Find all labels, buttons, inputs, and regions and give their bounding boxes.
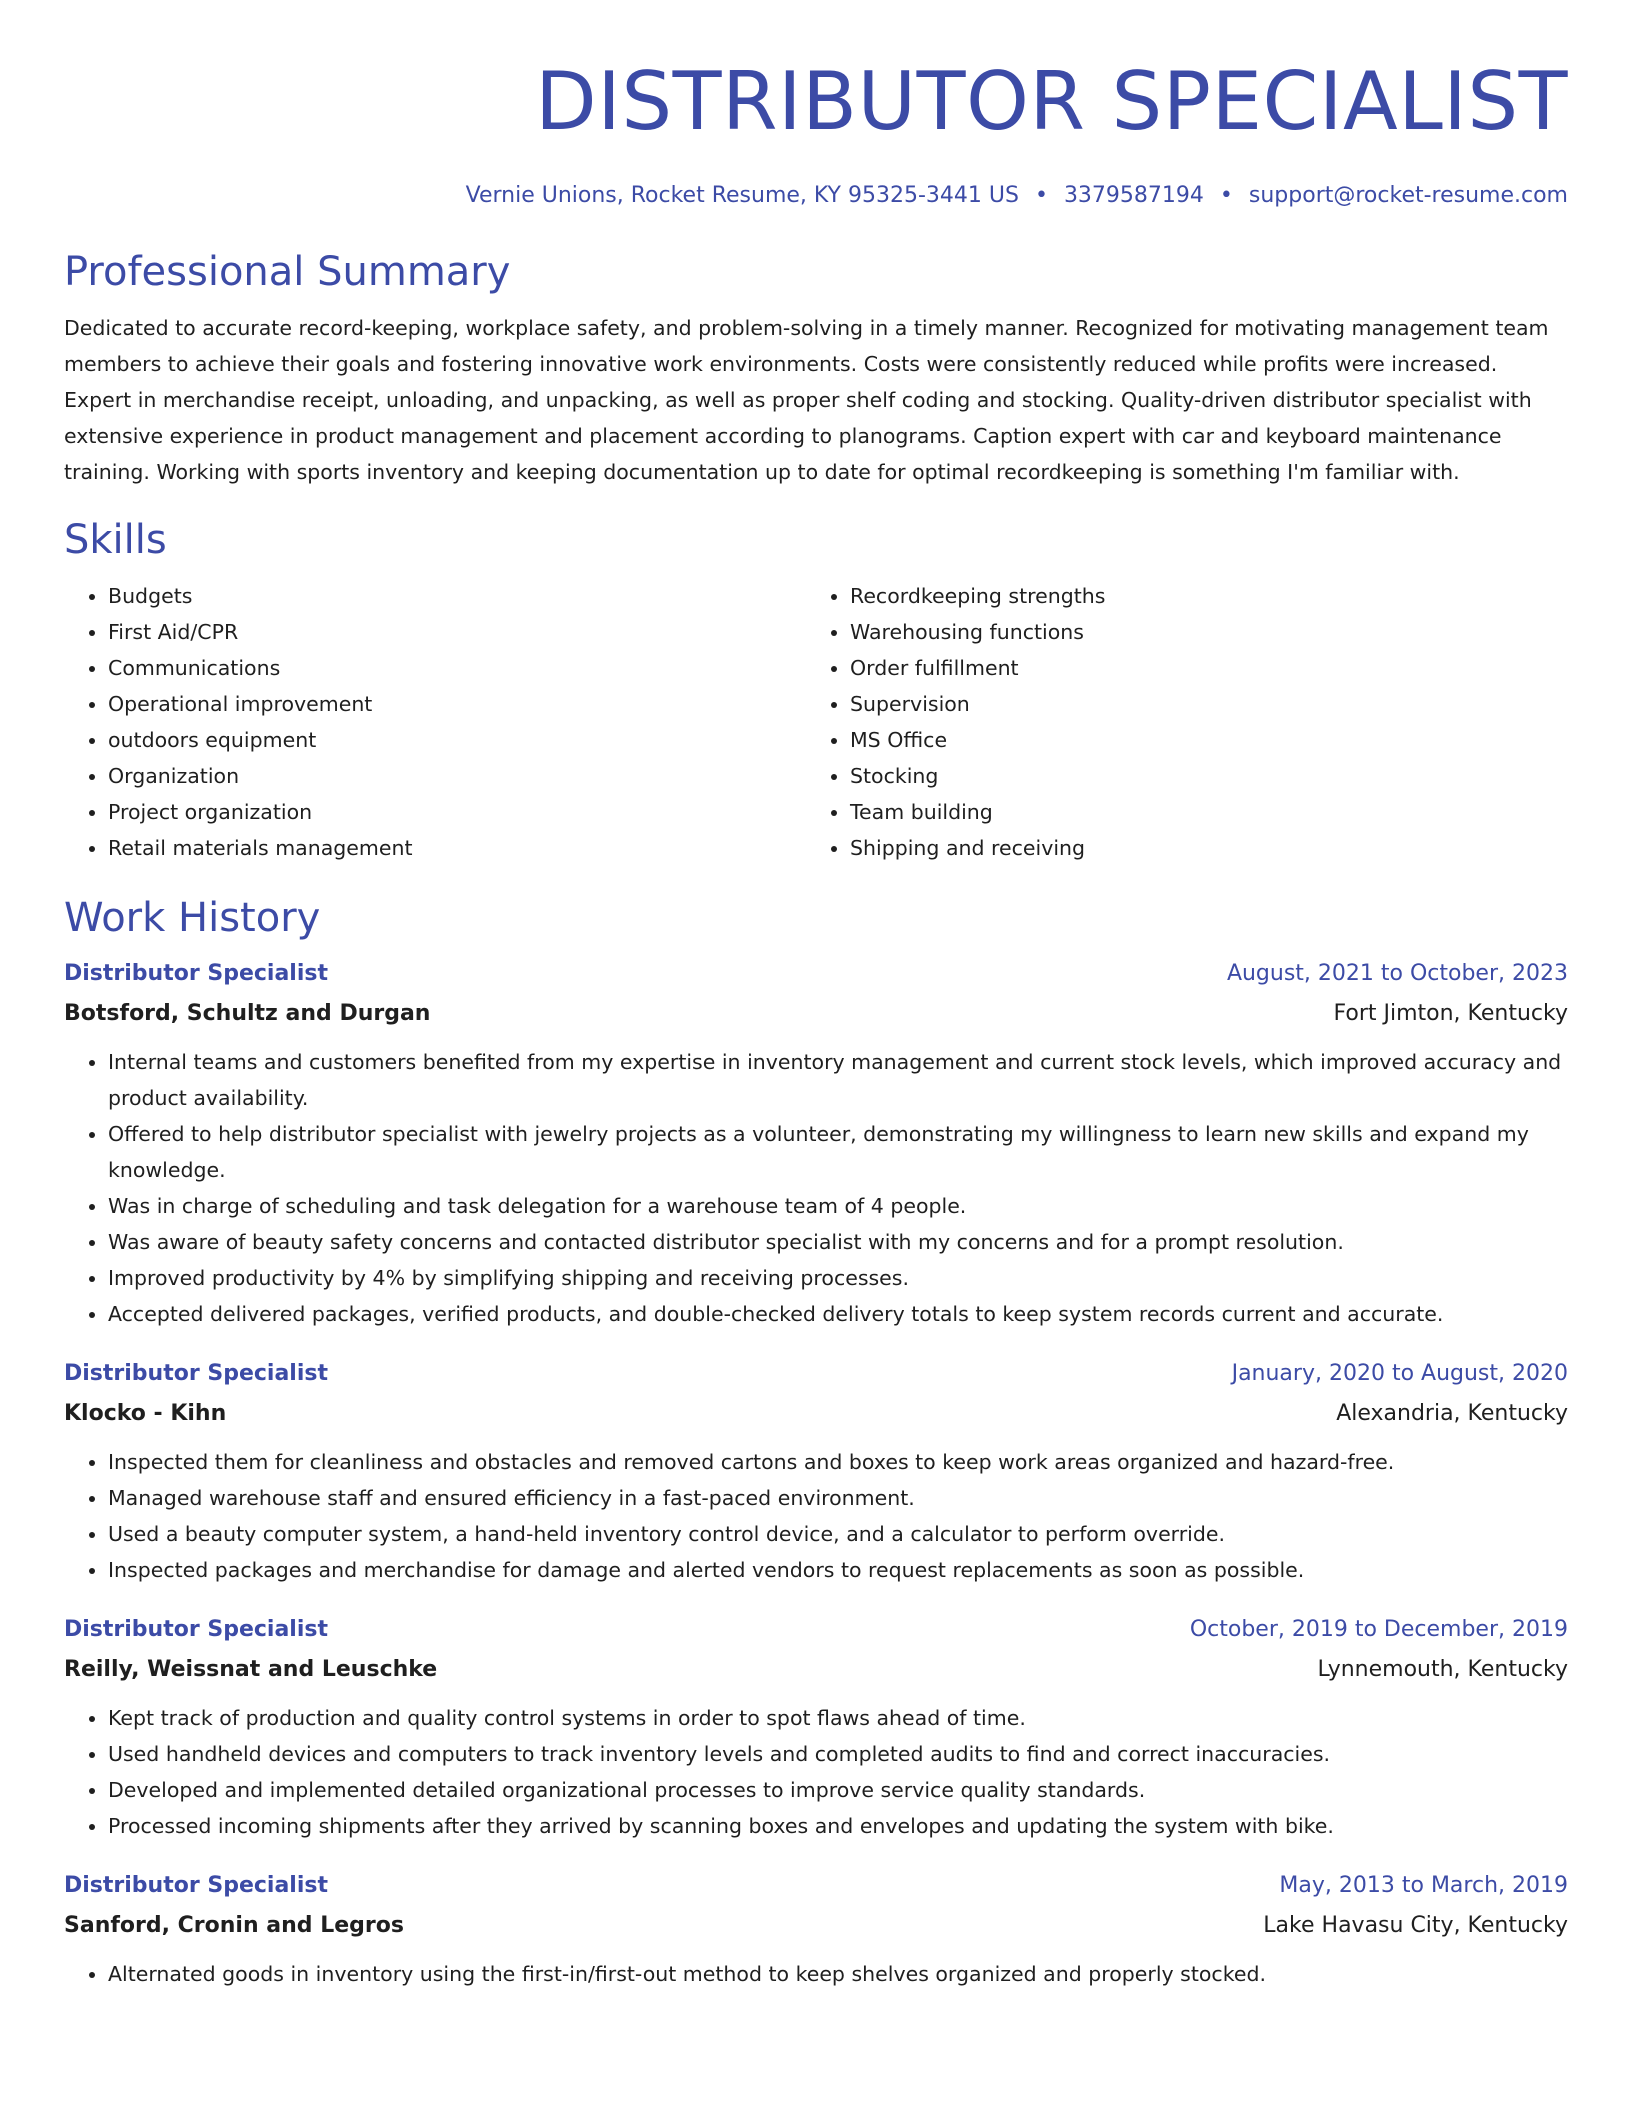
contact-email[interactable]: support@rocket-resume.com (1248, 183, 1568, 208)
job-header-row (64, 1354, 1568, 1394)
job-bullets (64, 1700, 1568, 1844)
job-location: Lake Havasu City, Kentucky (1263, 1913, 1568, 1938)
job-entry (64, 1354, 1568, 1588)
job-company-row (64, 994, 1568, 1034)
job-header-row (64, 1866, 1568, 1906)
job-location: Fort Jimton, Kentucky (1333, 1001, 1568, 1026)
job-dates: May, 2013 to March, 2019 (1279, 1873, 1568, 1898)
job-location: Alexandria, Kentucky (1336, 1401, 1568, 1426)
job-bullet: • Processed incoming shipments after they arrived by scanning boxes and envelopes and updating the system with bike. (108, 1808, 1568, 1844)
job-location: Lynnemouth, Kentucky (1317, 1657, 1568, 1682)
job-title: Distributor Specialist (64, 1873, 328, 1898)
contact-line (64, 180, 1568, 212)
job-entry (64, 1866, 1568, 1992)
job-company: Klocko - Kihn (64, 1401, 227, 1426)
job-entry (64, 1610, 1568, 1844)
job-bullet: • Used a beauty computer system, a hand-held inventory control device, and a calculator to perform override. (108, 1516, 1568, 1552)
job-bullet: • Accepted delivered packages, verified products, and double-checked delivery totals to keep system records current and accurate. (108, 1296, 1568, 1332)
job-title: Distributor Specialist (64, 1617, 328, 1642)
job-entry (64, 954, 1568, 1332)
summary-heading: Professional Summary (64, 249, 511, 295)
job-company-row (64, 1394, 1568, 1434)
summary-text: Dedicated to accurate record-keeping, workplace safety, and problem-solving in a timely manner. Recognized for motivating management team members to achieve their goals and fostering innovative work environments. Costs were consistently reduced while profits were increased. Expert in merchandise receipt, unloading, and unpacking, as well as proper shelf coding and stocking. Quality-driven distributor specialist with extensive experience in product management and placement according to planograms. Caption expert with car and keyboard maintenance training. Working with sports inventory and keeping documentation up to date for optimal recordkeeping is something I'm familiar with. (64, 316, 1549, 484)
skill-item: • First Aid/CPR (108, 614, 806, 650)
skill-item: • outdoors equipment (108, 722, 806, 758)
job-company: Reilly, Weissnat and Leuschke (64, 1657, 438, 1682)
job-bullet: • Internal teams and customers benefited from my expertise in inventory management and current stock levels, which improved accuracy and product availability. (108, 1044, 1568, 1116)
skill-item: • Supervision (850, 686, 1548, 722)
skill-item: • Project organization (108, 794, 806, 830)
skill-item: • Stocking (850, 758, 1548, 794)
job-bullet: • Inspected packages and merchandise for damage and alerted vendors to request replacements as soon as possible. (108, 1552, 1568, 1588)
resume-name: DISTRIBUTOR SPECIALIST (535, 55, 1568, 148)
skills-column-left (64, 578, 806, 866)
job-title: Distributor Specialist (64, 961, 328, 986)
job-header-row (64, 954, 1568, 994)
skills-column-right (806, 578, 1548, 866)
job-dates: October, 2019 to December, 2019 (1189, 1617, 1568, 1642)
resume-page (64, 0, 1568, 1992)
job-dates: January, 2020 to August, 2020 (1231, 1361, 1568, 1386)
job-company: Botsford, Schultz and Durgan (64, 1001, 431, 1026)
skill-item: • Shipping and receiving (850, 830, 1548, 866)
job-company-row (64, 1650, 1568, 1690)
skill-item: • Operational improvement (108, 686, 806, 722)
skills-heading: Skills (64, 517, 167, 563)
skill-item: • Team building (850, 794, 1548, 830)
skill-item: • Organization (108, 758, 806, 794)
job-bullets (64, 1444, 1568, 1588)
skill-item: • Warehousing functions (850, 614, 1548, 650)
skill-item: • Communications (108, 650, 806, 686)
job-bullet: • Alternated goods in inventory using the first-in/first-out method to keep shelves organized and properly stocked. (108, 1956, 1568, 1992)
contact-separator: • (1219, 183, 1233, 208)
job-dates: August, 2021 to October, 2023 (1226, 961, 1568, 986)
job-company-row (64, 1906, 1568, 1946)
skill-item: • Budgets (108, 578, 806, 614)
contact-address: Vernie Unions, Rocket Resume, KY 95325-3441 US (465, 183, 1019, 208)
job-bullet: • Inspected them for cleanliness and obstacles and removed cartons and boxes to keep work areas organized and hazard-free. (108, 1444, 1568, 1480)
skill-item: • Order fulfillment (850, 650, 1548, 686)
job-bullet: • Developed and implemented detailed organizational processes to improve service quality standards. (108, 1772, 1568, 1808)
skill-item: • Retail materials management (108, 830, 806, 866)
contact-phone: 3379587194 (1063, 183, 1204, 208)
job-bullet: • Was aware of beauty safety concerns and contacted distributor specialist with my concerns and for a prompt resolution. (108, 1224, 1568, 1260)
contact-separator: • (1034, 183, 1048, 208)
job-bullet: • Was in charge of scheduling and task delegation for a warehouse team of 4 people. (108, 1188, 1568, 1224)
job-bullet: • Used handheld devices and computers to track inventory levels and completed audits to find and correct inaccuracies. (108, 1736, 1568, 1772)
skill-item: • MS Office (850, 722, 1548, 758)
job-bullets (64, 1956, 1568, 1992)
job-bullet: • Kept track of production and quality control systems in order to spot flaws ahead of time. (108, 1700, 1568, 1736)
job-bullet: • Offered to help distributor specialist with jewelry projects as a volunteer, demonstrating my willingness to learn new skills and expand my knowledge. (108, 1116, 1568, 1188)
skill-item: • Recordkeeping strengths (850, 578, 1548, 614)
job-bullet: • Improved productivity by 4% by simplifying shipping and receiving processes. (108, 1260, 1568, 1296)
job-bullets (64, 1044, 1568, 1332)
job-header-row (64, 1610, 1568, 1650)
job-title: Distributor Specialist (64, 1361, 328, 1386)
skills-list (64, 578, 1568, 866)
job-company: Sanford, Cronin and Legros (64, 1913, 404, 1938)
job-bullet: • Managed warehouse staff and ensured efficiency in a fast-paced environment. (108, 1480, 1568, 1516)
work-history-heading: Work History (64, 895, 321, 941)
